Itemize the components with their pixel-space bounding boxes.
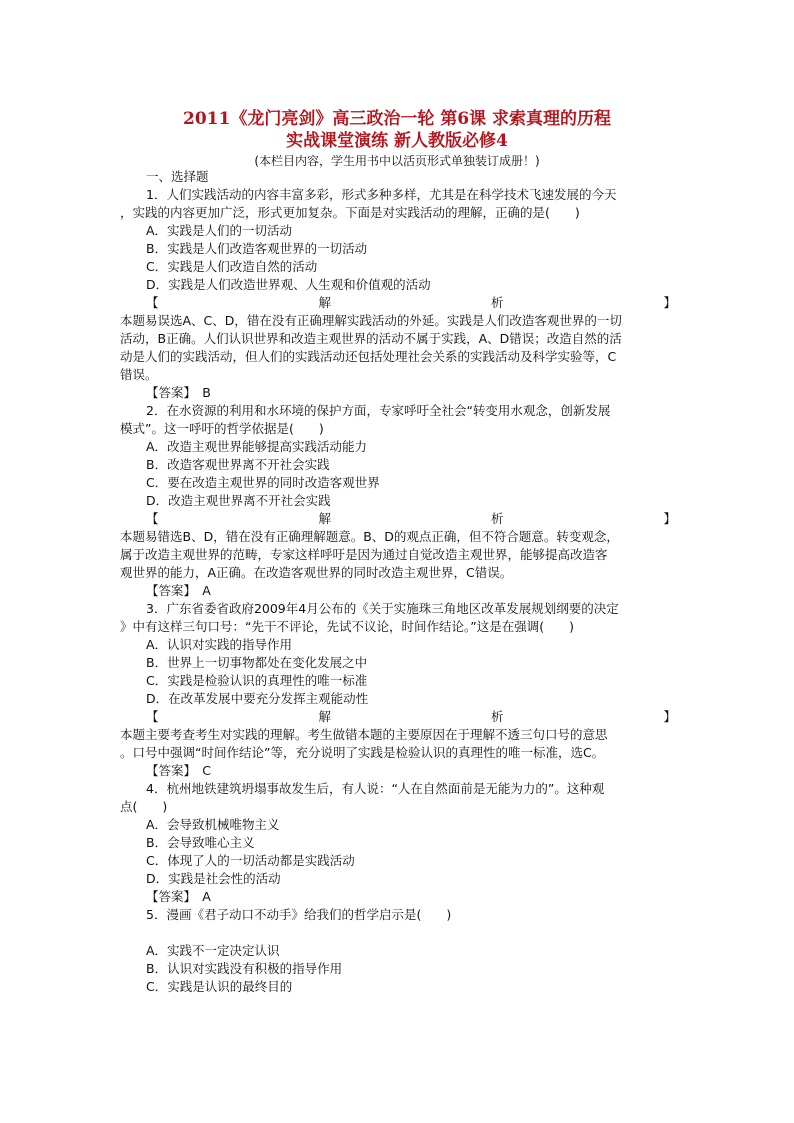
- question-5-option-c: C．实践是认识的最终目的: [146, 979, 293, 994]
- question-2-explanation-3: 观世界的能力，A正确。在改造客观世界的同时改造主观世界，C错误。: [120, 565, 513, 580]
- question-3-explanation-2: 。口号中强调“时间作结论”等，充分说明了实践是检验认识的真理性的唯一标准，选C。: [120, 745, 605, 760]
- question-1-option-d: D．实践是人们改造世界观、人生观和价值观的活动: [146, 277, 431, 292]
- question-4-option-a: A．会导致机械唯物主义: [146, 817, 280, 832]
- question-2-line-2: 模式”。这一呼吁的哲学依据是( ): [120, 421, 324, 436]
- question-3-option-d: D．在改革发展中要充分发挥主观能动性: [146, 691, 369, 706]
- section-heading: 一、选择题: [146, 169, 209, 184]
- question-4-option-b: B．会导致唯心主义: [146, 835, 255, 850]
- question-3-answer: 【答案】 C: [146, 763, 211, 778]
- question-4-line-1: 4．杭州地铁建筑坍塌事故发生后，有人说：“人在自然面前是无能为力的”。这种观: [146, 781, 605, 796]
- question-1-option-b: B．实践是人们改造客观世界的一切活动: [146, 241, 368, 256]
- question-4-line-2: 点( ): [120, 799, 168, 814]
- question-5-line-1: 5．漫画《君子动口不动手》给我们的哲学启示是( ): [146, 907, 452, 922]
- question-1-explanation-3: 动是人们的实践活动，但人们的实践活动还包括处理社会关系的实践活动及科学实验等，C: [120, 349, 617, 364]
- question-1-option-a: A．实践是人们的一切活动: [146, 223, 293, 238]
- question-3-option-c: C．实践是检验认识的真理性的唯一标准: [146, 673, 368, 688]
- document-subtitle: 实战课堂演练 新人教版必修4: [286, 131, 508, 151]
- question-1-explanation-2: 活动，B正确。人们认识世界和改造主观世界的活动不属于实践，A、D错误；改造自然的活: [120, 331, 622, 346]
- question-1-explanation-4: 错误。: [120, 367, 158, 382]
- question-5-option-a: A．实践不一定决定认识: [146, 943, 280, 958]
- question-1-answer: 【答案】 B: [146, 385, 211, 400]
- document-title: 2011《龙门亮剑》高三政治一轮 第6课 求索真理的历程: [183, 109, 611, 129]
- question-1-line-1: 1．人们实践活动的内容丰富多彩，形式多种多样，尤其是在科学技术飞速发展的今天: [146, 187, 617, 202]
- question-2-line-1: 2．在水资源的利用和水环境的保护方面，专家呼吁全社会“转变用水观念，创新发展: [146, 403, 611, 418]
- question-3-option-a: A．认识对实践的指导作用: [146, 637, 293, 652]
- question-2-option-a: A．改造主观世界能够提高实践活动能力: [146, 439, 368, 454]
- question-2-option-d: D．改造主观世界离不开社会实践: [146, 493, 331, 508]
- question-3-line-1: 3．广东省委省政府2009年4月公布的《关于实施珠三角地区改革发展规划纲要的决定: [146, 601, 619, 616]
- question-3-option-b: B．世界上一切事物都处在变化发展之中: [146, 655, 368, 670]
- analysis-heading: 【 解 析 】: [146, 709, 676, 724]
- blank-line: [120, 924, 676, 942]
- document-body: [120, 168, 676, 996]
- question-1-explanation-1: 本题易误选A、C、D，错在没有正确理解实践活动的外延。实践是人们改造客观世界的一切: [120, 313, 622, 328]
- question-5-option-b: B．认识对实践没有积极的指导作用: [146, 961, 343, 976]
- question-2-explanation-2: 属于改造主观世界的范畴，专家这样呼吁是因为通过自觉改造主观世界，能够提高改造客: [120, 547, 608, 562]
- question-2-explanation-1: 本题易错选B、D，错在没有正确理解题意。B、D的观点正确，但不符合题意。转变观念，: [120, 529, 619, 544]
- question-3-explanation-1: 本题主要考查考生对实践的理解。考生做错本题的主要原因在于理解不透三句口号的意思: [120, 727, 608, 742]
- question-1-option-c: C．实践是人们改造自然的活动: [146, 259, 318, 274]
- analysis-heading: 【 解 析 】: [146, 511, 676, 526]
- question-2-option-b: B．改造客观世界离不开社会实践: [146, 457, 330, 472]
- analysis-heading: 【 解 析 】: [146, 295, 676, 310]
- question-4-option-d: D．实践是社会性的活动: [146, 871, 281, 886]
- question-3-line-2: 》中有这样三句口号：“先干不评论，先试不议论，时间作结论。”这是在强调( ): [120, 619, 574, 634]
- document-note: (本栏目内容，学生用书中以活页形式单独装订成册！): [254, 154, 540, 168]
- question-4-option-c: C．体现了人的一切活动都是实践活动: [146, 853, 355, 868]
- question-1-line-2: ，实践的内容更加广泛，形式更加复杂。下面是对实践活动的理解，正确的是( ): [120, 205, 580, 220]
- question-2-answer: 【答案】 A: [146, 583, 211, 598]
- question-2-option-c: C．要在改造主观世界的同时改造客观世界: [146, 475, 380, 490]
- question-4-answer: 【答案】 A: [146, 889, 211, 904]
